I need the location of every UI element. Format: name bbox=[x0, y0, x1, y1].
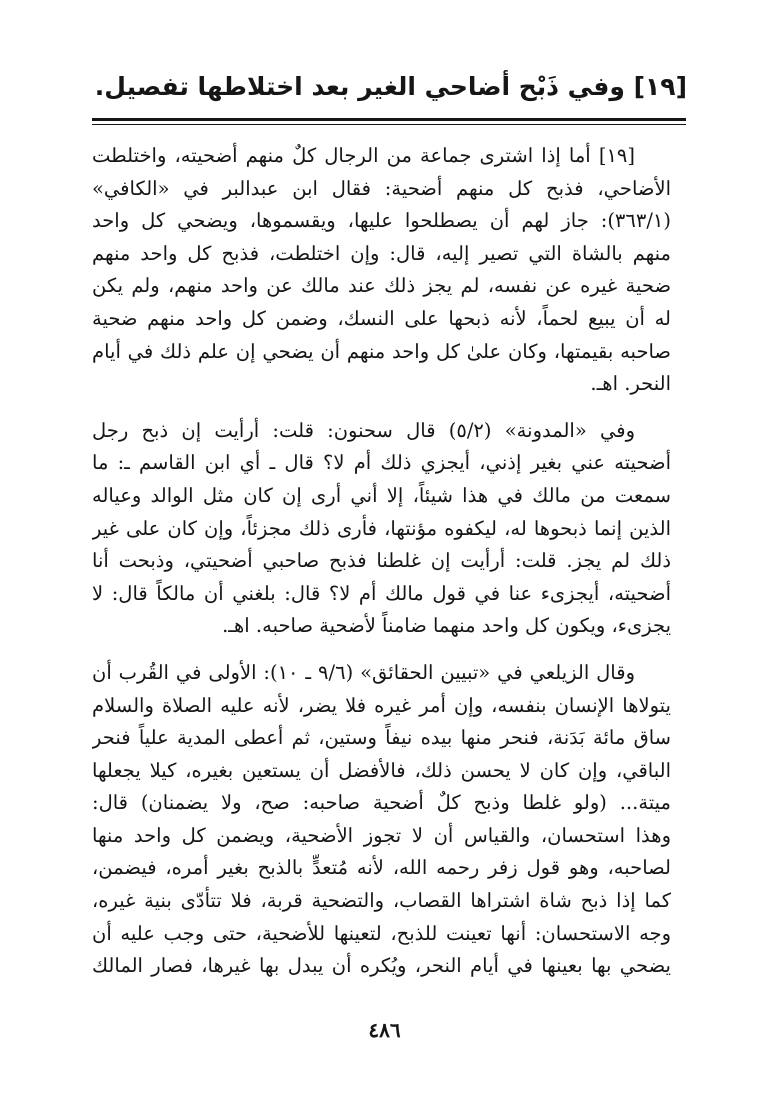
text-line: كما إذا ذبح شاة اشتراها القصاب، والتضحية قربة، فلا تتأدّى بنية غيره، bbox=[92, 889, 671, 913]
text-line: وجه الاستحسان: أنها تعينت للذبح، لتعينها للأضحية، حتى وجب عليه أن bbox=[92, 921, 671, 945]
text-line: ساق مائة بَدَنة، فنحر منها بيده نيفاً وستين، ثم أعطى المدية علياً فنحر bbox=[92, 726, 671, 750]
text-line: ميتة... (ولو غلطا وذبح كلٌ أضحية صاحبه: صح، ولا يضمنان) قال: bbox=[92, 791, 671, 815]
text-line: صاحبه بقيمتها، وكان علىٰ كل واحد منهم أن يضحي إن علم ذلك في أيام bbox=[92, 339, 671, 363]
paragraph-mudawwana bbox=[92, 415, 671, 643]
text-line: أضحيته، أيجزىء عنا في قول مالك أم لا؟ قال: بلغني أن مالكاً قال: لا bbox=[92, 581, 671, 605]
text-line: [١٩] أما إذا اشترى جماعة من الرجال كلٌ منهم أضحيته، واختلطت bbox=[92, 144, 635, 167]
section-heading: [١٩] وفي ذَبْح أضاحي الغير بعد اختلاطها تفصيل. bbox=[94, 72, 687, 101]
page-body bbox=[92, 140, 671, 983]
text-line: وفي «المدونة» (٥/٢) قال سحنون: قلت: أرأيت إن ذبح رجل bbox=[92, 418, 635, 442]
text-line: (٣٦٣/١): جاز لهم أن يصطلحوا عليها، ويقسموها، ويضحي كل واحد bbox=[92, 209, 671, 233]
text-line: ذلك لم يجز. قلت: أرأيت إن غلطنا فذبح صاحبي أضحيتي، وذبحت أنا bbox=[92, 549, 671, 573]
text-line: سمعت من مالك في هذا شيئاً، إلا أني أرى إن كان مثل الوالد وعياله bbox=[92, 483, 671, 507]
heading-rule-thick bbox=[92, 118, 686, 121]
text-line: الأضاحي، فذبح كل منهم أضحية: فقال ابن عبدالبر في «الكافي» bbox=[92, 176, 671, 200]
text-line: أضحيته عني بغير إذني، أيجزي ذلك أم لا؟ قال ـ أي ابن القاسم ـ: ما bbox=[92, 451, 671, 475]
text-line: يضحي بها بعينها في أيام النحر، ويُكره أن يبدل بها غيرها، فصار المالك bbox=[92, 954, 671, 978]
heading-rule-thin bbox=[92, 124, 686, 125]
text-line: منهم بالشاة التي تصير إليه، قال: وإن اختلطت، فذبح كل واحد منهم bbox=[92, 241, 671, 265]
text-line: له أن يبيع لحماً، لأنه ذبحها على النسك، وضمن كل واحد منهم ضحية bbox=[92, 306, 671, 330]
text-line: لصاحبه، وهو قول زفر رحمه الله، لأنه مُتعدٍّ بالذبح بغير أمره، فيضمن، bbox=[92, 856, 671, 880]
text-line: وقال الزيلعي في «تبيين الحقائق» (٩/٦ ـ ١٠): الأولى في القُرب أن bbox=[92, 660, 635, 684]
text-line: الذين إنما ذبحوها له، ليكفوه مؤنتها، فأرى ذلك مجزئاً، وإن كان على غير bbox=[92, 516, 671, 540]
text-line: وهذا استحسان، والقياس أن لا تجوز الأضحية، ويضمن كل واحد منها bbox=[92, 823, 671, 847]
paragraph-ibn-abdulbarr bbox=[92, 140, 671, 401]
text-line: يجزىء، ويكون كل واحد منهما ضامناً لأضحية صاحبه. اهـ. bbox=[222, 614, 671, 638]
text-line: النحر. اهـ. bbox=[590, 372, 671, 396]
text-line: الباقي، وإن كان لا يحسن ذلك، فالأفضل أن يستعين بغيره، كيلا يجعلها bbox=[92, 758, 671, 782]
text-line: ضحية غيره عن نفسه، لم يجز ذلك عند مالك عن واحد منهم، ولم يكن bbox=[92, 274, 671, 298]
page-number: ٤٨٦ bbox=[368, 1018, 401, 1042]
paragraph-zaylai bbox=[92, 657, 671, 983]
text-line: يتولاها الإنسان بنفسه، وإن أمر غيره فلا يضر، لأنه عليه الصلاة والسلام bbox=[92, 693, 671, 717]
